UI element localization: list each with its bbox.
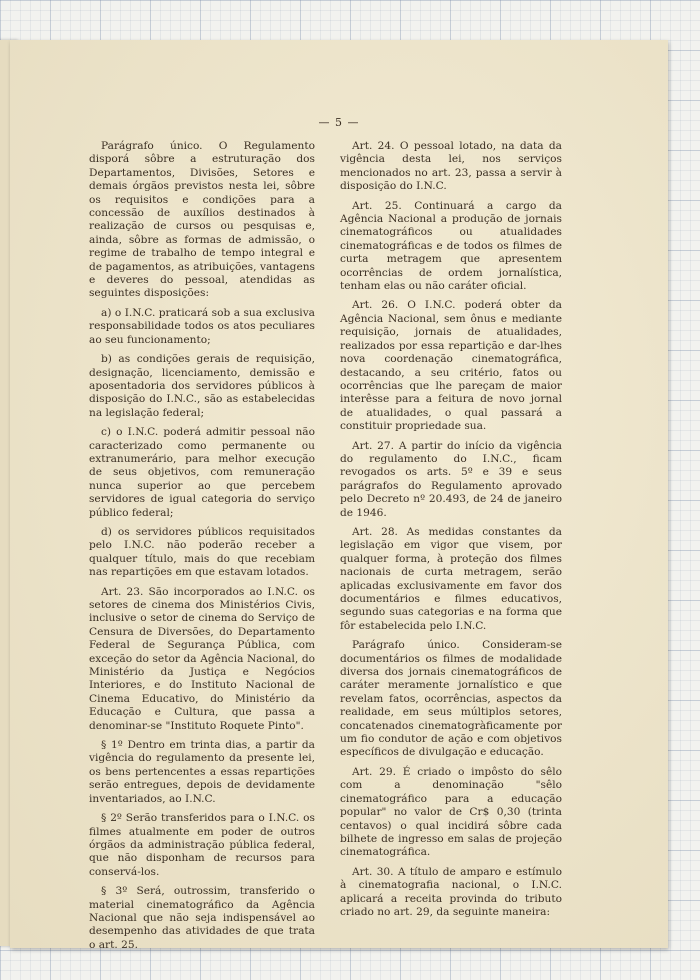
article-26: Art. 26. O I.N.C. poderá obter da Agência Nacional, sem ônus e mediante requisição, jornais de atualidades, realizados por essa repartição e dar-lhes nova coordenação cinematográfica, destacando, a seu critério, fatos ou ocorrências que lhe pareçam de maior interêsse para a feitura de novo jornal de atualidades, o qual passará a constituir propriedade sua. — [340, 299, 562, 433]
article-28-paragraph: Parágrafo único. Consideram-se documentários os filmes de modalidade diversa dos jornais cinematográficos de caráter meramente jornalístico e que revelam fatos, ocorrências, aspectos da realidade, em seus múltiplos setores, concatenados cinematogràficamente por um fio condutor de ação e com objetivos específicos de divulgação e educação. — [340, 639, 562, 759]
left-column — [89, 140, 315, 958]
article-28: Art. 28. As medidas constantes da legislação em vigor que visem, por qualquer forma, à proteção dos filmes nacionais de curta metragem, serão aplicadas exclusivamente em favor dos documentários e filmes educativos, segundo suas categorias e na forma que fôr estabelecida pelo I.N.C. — [340, 525, 562, 632]
list-item-a: a) o I.N.C. praticará sob a sua exclusiva responsabilidade todos os atos peculiares ao seu funcionamento; — [89, 306, 315, 346]
right-column — [340, 140, 562, 925]
paragraph-3: § 3º Será, outrossim, transferido o material cinematográfico da Agência Nacional que não seja indispensável ao desempenho das atividades de que trata o art. 25. — [89, 885, 315, 951]
page-number: — 5 — — [318, 116, 360, 129]
article-23: Art. 23. São incorporados ao I.N.C. os setores de cinema dos Ministérios Civis, inclusive o setor de cinema do Serviço de Censura de Diversões, do Departamento Federal de Segurança Pública, com exceção do setor da Agência Nacional, do Ministério da Justiça e Negócios Interiores, e do Instituto Nacional de Cinema Educativo, do Ministério da Educação e Cultura, que passa a denominar-se "Instituto Roquete Pinto". — [89, 585, 315, 732]
article-25: Art. 25. Continuará a cargo da Agência Nacional a produção de jornais cinematográficos ou atualidades cinematográficas e de todos os filmes de curta metragem que apresentem ocorrências de ordem jornalística, tenham elas ou não caráter oficial. — [340, 199, 562, 293]
paragraph: Parágrafo único. O Regulamento disporá sôbre a estruturação dos Departamentos, Divisões, Setores e demais órgãos previstos nesta lei, sôbre os requisitos e condições para a concessão de auxílios destinados à realização de cursos ou pesquisas e, ainda, sôbre as formas de admissão, o regime de trabalho de tempo integral e de pagamentos, as atribuições, vantagens e deveres do pessoal, atendidas as seguintes disposições: — [89, 140, 315, 300]
article-24: Art. 24. O pessoal lotado, na data da vigência desta lei, nos serviços mencionados no art. 23, passa a servir à disposição do I.N.C. — [340, 140, 562, 193]
list-item-b: b) as condições gerais de requisição, designação, licenciamento, demissão e aposentadoria dos servidores públicos à disposição do I.N.C., são as estabelecidas na legislação federal; — [89, 353, 315, 419]
document-page — [10, 40, 668, 951]
list-item-c: c) o I.N.C. poderá admitir pessoal não caracterizado como permanente ou extranumerário, para melhor execução de seus objetivos, com remuneração nunca superior ao que percebem servidores de igual categoria do serviço público federal; — [89, 426, 315, 519]
article-30: Art. 30. A título de amparo e estímulo à cinematografia nacional, o I.N.C. aplicará a receita provinda do tributo criado no art. 29, da seguinte maneira: — [340, 865, 562, 918]
article-27: Art. 27. A partir do início da vigência do regulamento do I.N.C., ficam revogados os arts. 5º e 39 e seus parágrafos do Regulamento aprovado pelo Decreto nº 20.493, de 24 de janeiro de 1946. — [340, 439, 562, 519]
article-29: Art. 29. É criado o impôsto do sêlo com a denominação "sêlo cinematográfico para a educação popular" no valor de Cr$ 0,30 (trinta centavos) o qual incidirá sôbre cada bilhete de ingresso em salas de projeção cinematográfica. — [340, 765, 562, 859]
paragraph-2: § 2º Serão transferidos para o I.N.C. os filmes atualmente em poder de outros órgãos da administração pública federal, que não disponham de recursos para conservá-los. — [89, 812, 315, 878]
list-item-d: d) os servidores públicos requisitados pelo I.N.C. não poderão receber a qualquer título, mais do que recebiam nas repartições em que estavam lotados. — [89, 525, 315, 579]
paragraph-1: § 1º Dentro em trinta dias, a partir da vigência do regulamento da presente lei, os bens pertencentes a essas repartições serão entregues, depois de devidamente inventariados, ao I.N.C. — [89, 739, 315, 805]
